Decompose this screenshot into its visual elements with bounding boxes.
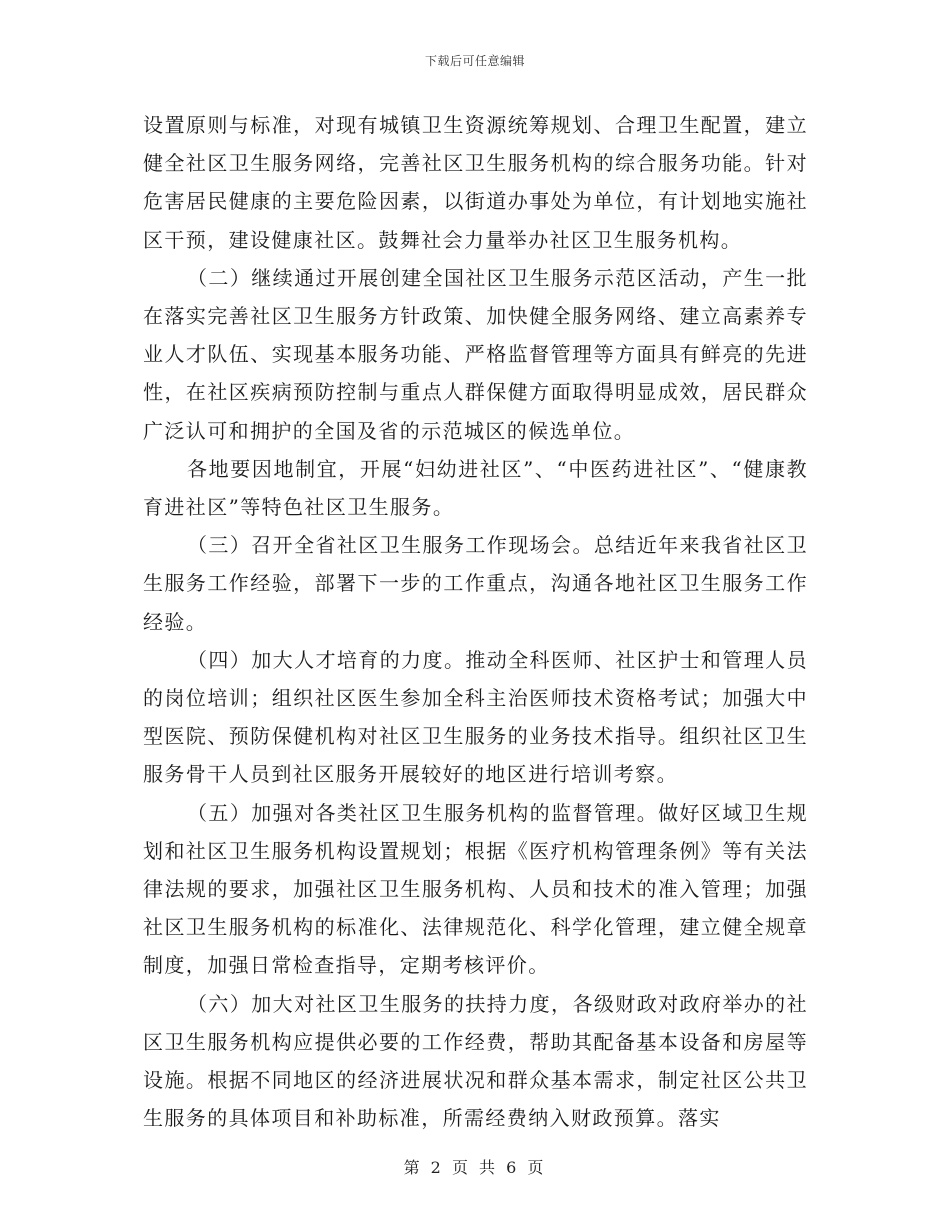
- paragraph-item-5: （五）加强对各类社区卫生服务机构的监督管理。做好区域卫生规划和社区卫生服务机构设置规划；根据《医疗机构管理条例》等有关法律法规的要求，加强社区卫生服务机构、人员和技术的准入管理；加强社区卫生服务机构的标准化、法律规范化、科学化管理，建立健全规章制度，加强日常检查指导，定期考核评价。: [143, 800, 808, 978]
- paragraph-local-features: 各地要因地制宜，开展“妇幼进社区”、“中医药进社区”、“健康教育进社区”等特色社区卫生服务。: [143, 456, 808, 520]
- page-number: 第 2 页 共 6 页: [403, 1158, 547, 1177]
- document-body: [143, 106, 808, 1137]
- paragraph-continuation: 设置原则与标准，对现有城镇卫生资源统筹规划、合理卫生配置，建立健全社区卫生服务网络，完善社区卫生服务机构的综合服务功能。针对危害居民健康的主要危险因素，以街道办事处为单位，有计划地实施社区干预，建设健康社区。鼓舞社会力量举办社区卫生服务机构。: [143, 113, 808, 252]
- paragraph-item-6: （六）加大对社区卫生服务的扶持力度，各级财政对政府举办的社区卫生服务机构应提供必要的工作经费，帮助其配备基本设备和房屋等设施。根据不同地区的经济进展状况和群众基本需求，制定社区公共卫生服务的具体项目和补助标准，所需经费纳入财政预算。落实: [143, 991, 808, 1131]
- paragraph-item-3: （三）召开全省社区卫生服务工作现场会。总结近年来我省社区卫生服务工作经验，部署下一步的工作重点，沟通各地社区卫生服务工作经验。: [143, 533, 808, 634]
- page-header-note: 下载后可任意编辑: [424, 54, 525, 68]
- paragraph-item-4: （四）加大人才培育的力度。推动全科医师、社区护士和管理人员的岗位培训；组织社区医生参加全科主治医师技术资格考试；加强大中型医院、预防保健机构对社区卫生服务的业务技术指导。组织社区卫生服务骨干人员到社区服务开展较好的地区进行培训考察。: [143, 647, 808, 787]
- paragraph-item-2: （二）继续通过开展创建全国社区卫生服务示范区活动，产生一批在落实完善社区卫生服务方针政策、加快健全服务网络、建立高素养专业人才队伍、实现基本服务功能、严格监督管理等方面具有鲜亮的先进性，在社区疾病预防控制与重点人群保健方面取得明显成效，居民群众广泛认可和拥护的全国及省的示范城区的候选单位。: [143, 265, 808, 443]
